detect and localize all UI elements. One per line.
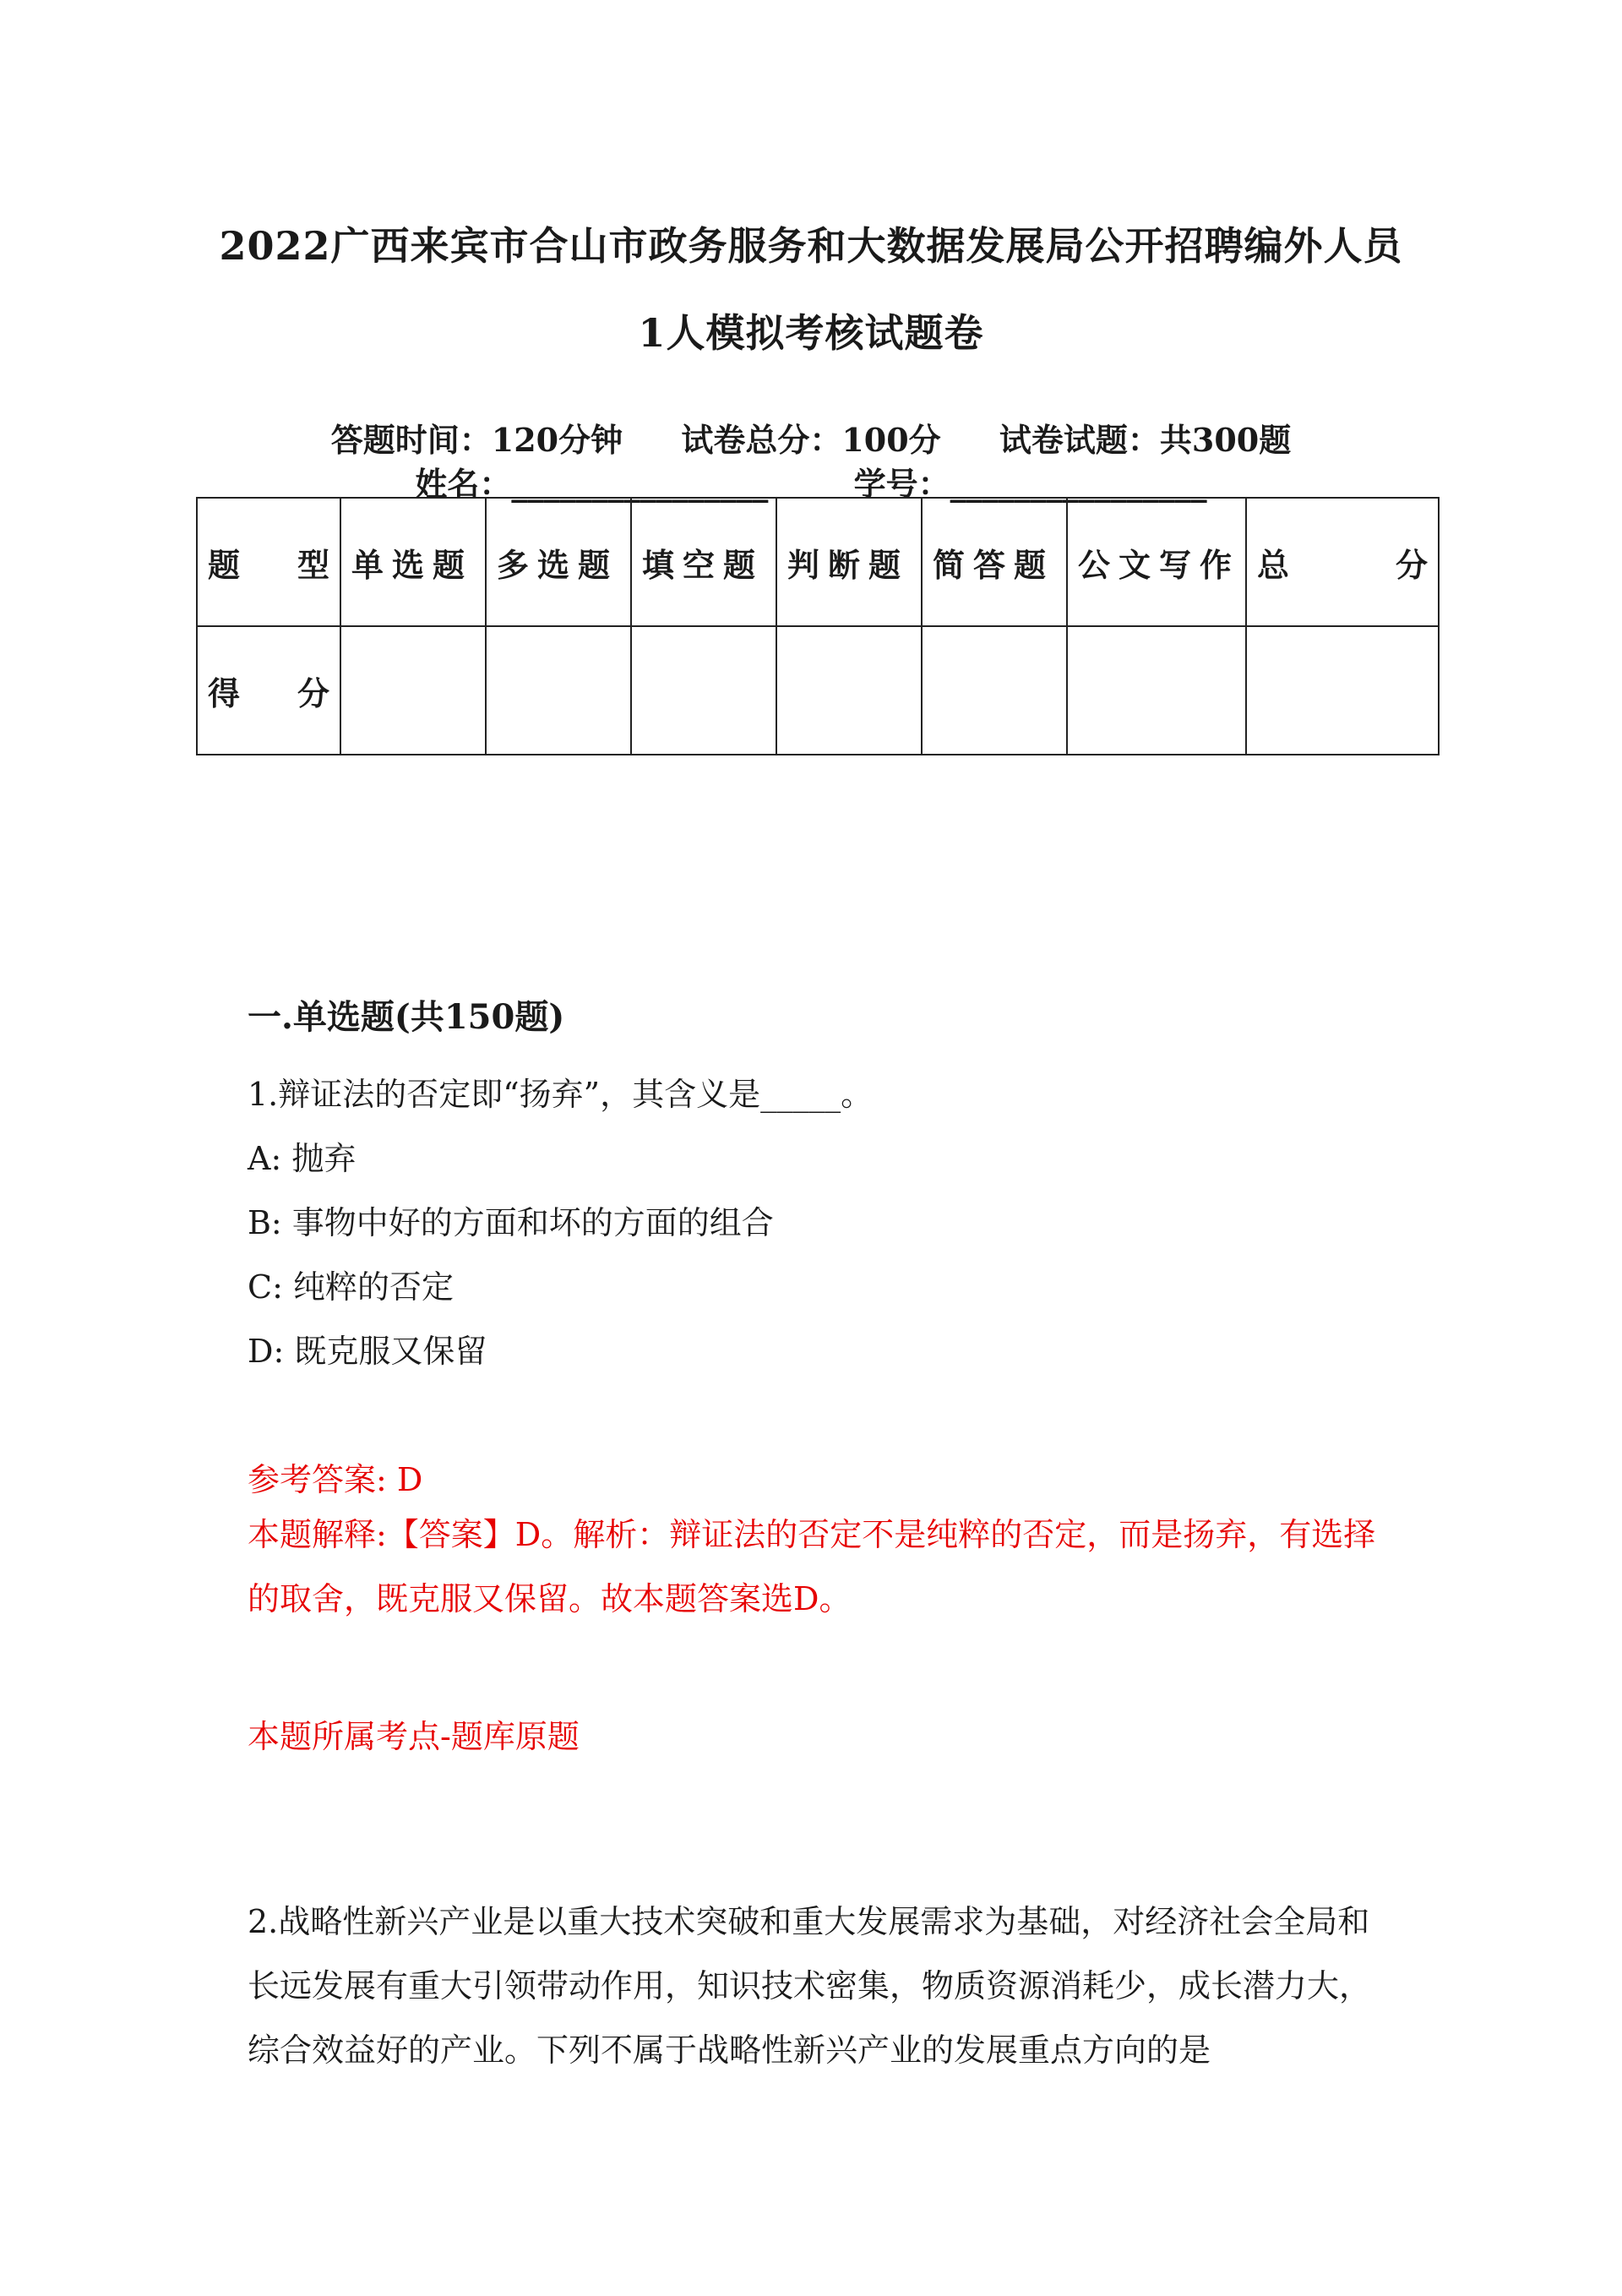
score-table [196, 497, 1440, 755]
score-cell [776, 626, 922, 755]
score-table-header-row [197, 498, 1439, 626]
question-1-option-d: D: 既克服又保留 [248, 1333, 487, 1370]
score-cell [922, 626, 1067, 755]
column-fill-blank: 填空题 [631, 498, 776, 626]
question-1-option-b: B: 事物中好的方面和坏的方面的组合 [248, 1204, 774, 1241]
exam-time: 答题时间：120分钟 [330, 421, 623, 459]
score-cell [486, 626, 631, 755]
exam-question-count: 试卷试题：共300题 [999, 421, 1292, 459]
section-title: 一.单选题(共150题) [248, 997, 565, 1037]
question-1-option-c: C: 纯粹的否定 [248, 1268, 454, 1306]
question-1-answer: 参考答案: D [248, 1461, 423, 1498]
score-cell [1067, 626, 1246, 755]
column-short-answer: 简答题 [922, 498, 1067, 626]
question-2-stem: 2.战略性新兴产业是以重大技术突破和重大发展需求为基础，对经济社会全局和长远发展有重大引领带动作用，知识技术密集，物质资源消耗少，成长潜力大，综合效益好的产业。下列不属于战略性新兴产业的发展重点方向的是 [248, 1903, 1372, 2069]
question-1-stem: 1.辩证法的否定即“扬弃”，其含义是_____。 [248, 1076, 874, 1113]
score-cell [1246, 626, 1439, 755]
exam-title-line1: 2022广西来宾市合山市政务服务和大数据发展局公开招聘编外人员 [219, 223, 1403, 269]
exam-title-line2: 1人模拟考核试题卷 [638, 310, 984, 356]
column-single-choice: 单选题 [340, 498, 486, 626]
score-table-score-row [197, 626, 1439, 755]
exam-total-score: 试卷总分：100分 [681, 421, 941, 459]
student-id-field: 学号：________________ [853, 465, 1207, 503]
column-true-false: 判断题 [776, 498, 922, 626]
question-1-option-a: A: 抛弃 [248, 1140, 357, 1177]
column-total: 总 分 [1246, 498, 1439, 626]
header-label-cell: 题 型 [197, 498, 340, 626]
name-field: 姓名：________________ [415, 465, 769, 503]
exam-info-row [0, 414, 1622, 461]
column-document-writing: 公文写作 [1067, 498, 1246, 626]
column-multiple-choice: 多选题 [486, 498, 631, 626]
score-cell [340, 626, 486, 755]
question-1-source: 本题所属考点-题库原题 [248, 1718, 580, 1755]
score-cell [631, 626, 776, 755]
score-label-cell: 得 分 [197, 626, 340, 755]
question-1-explanation: 本题解释:【答案】D。解析：辩证法的否定不是纯粹的否定，而是扬弃，有选择的取舍，既克服又保留。故本题答案选D。 [248, 1516, 1376, 1617]
